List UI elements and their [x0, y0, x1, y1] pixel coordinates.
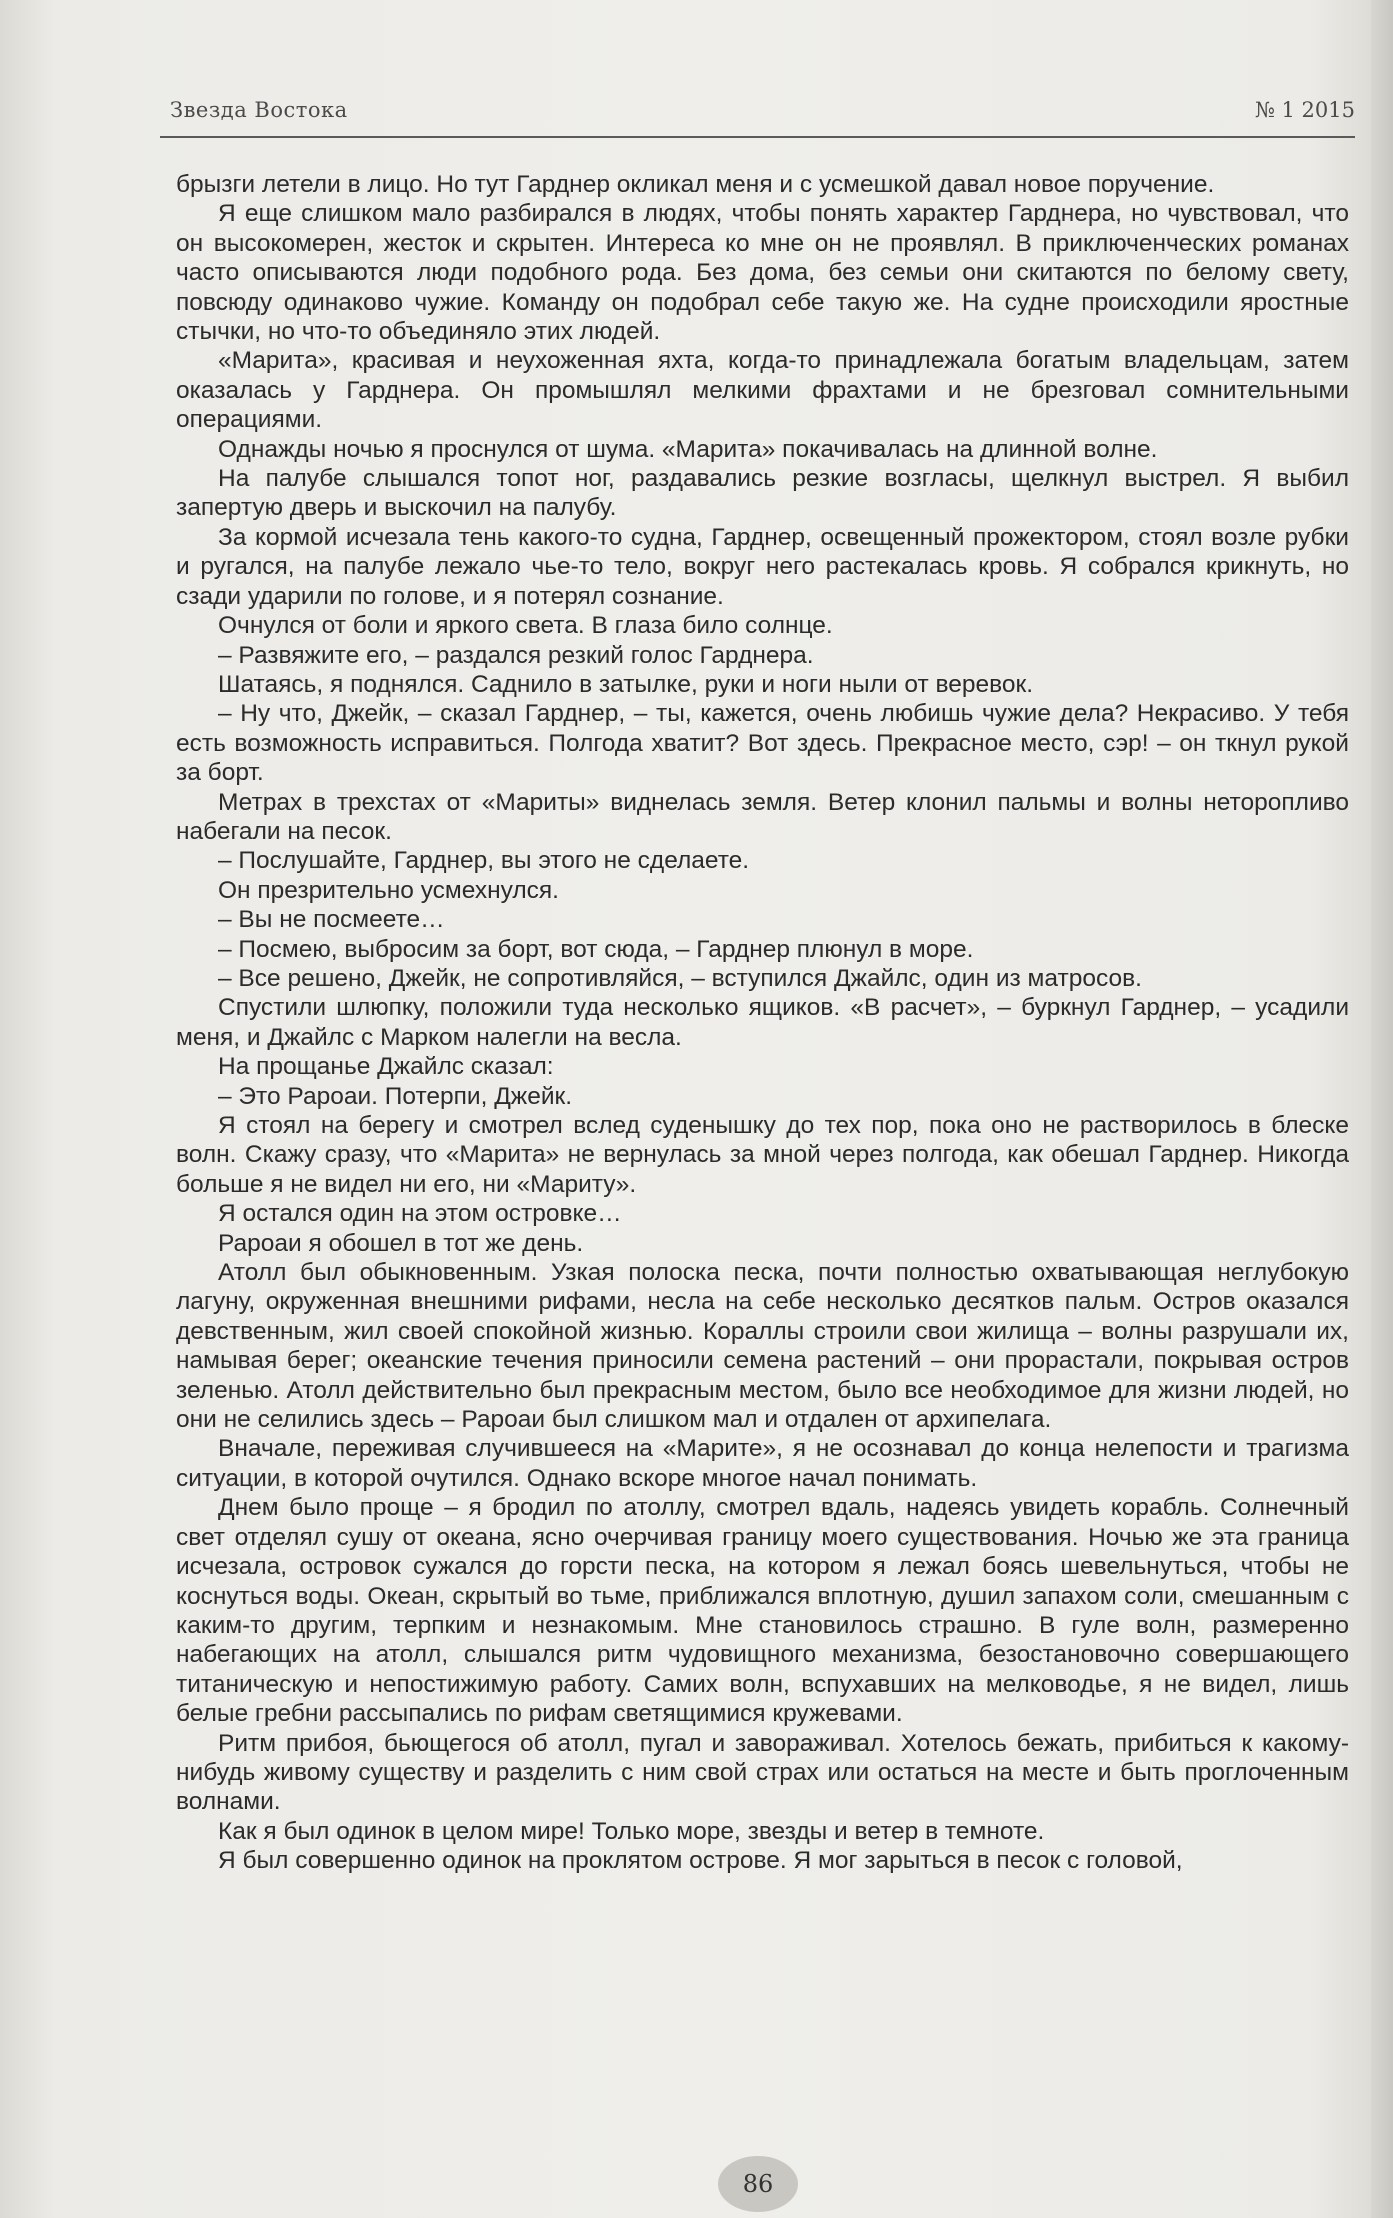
paragraph: – Развяжите его, – раздался резкий голос Гарднера.: [218, 641, 814, 669]
paragraph: брызги летели в лицо. Но тут Гарднер окликал меня и с усмешкой давал новое поручение.: [176, 171, 1215, 198]
header-rule: [160, 136, 1355, 138]
running-head: [170, 92, 1355, 132]
paragraph: Как я был одинок в целом мире! Только море, звезды и ветер в темноте.: [218, 1817, 1045, 1845]
issue-number: № 1 2015: [1254, 98, 1355, 122]
journal-title: Звезда Востока: [170, 98, 348, 122]
paragraph: Я был совершенно одинок на проклятом острове. Я мог зарыться в песок с головой,: [218, 1847, 1183, 1875]
paragraph: За кормой исчезала тень какого-то судна, Гарднер, освещенный прожектором, стоял возле рубки и ругался, на палубе лежало чье-то тело, вокруг него растекалась кровь. Я собрался крикнуть, но сзади ударили по голове, и я потерял сознание.: [176, 523, 1349, 610]
body-text: [176, 170, 1349, 1876]
paragraph: Днем было проще – я бродил по атоллу, смотрел вдаль, надеясь увидеть корабль. Солнечный свет отделял сушу от океана, ясно очерчивая границу моего существования. Ночью же эта граница исчезала, островок сужался до горсти песка, на котором я лежал боясь шевельнуться, чтобы не коснуться воды. Океан, скрытый во тьме, приближался вплотную, душил запахом соли, смешанным с каким-то другим, терпким и незнакомым. Мне становилось страшно. В гуле волн, размеренно набегающих на атолл, слышался ритм чудовищного механизма, безостановочно совершающего титаническую и непостижимую работу. Самих волн, вспухавших на мелководье, я не видел, лишь белые гребни рассыпались по рифам светящимися кружевами.: [176, 1494, 1349, 1728]
page-number: 86: [718, 2156, 798, 2212]
paragraph: Рароаи я обошел в тот же день.: [218, 1229, 584, 1257]
paragraph: Ритм прибоя, бьющегося об атолл, пугал и завораживал. Хотелось бежать, прибиться к какому-нибудь живому существу и разделить с ним свой страх или остаться на месте и быть проглоченным волнами.: [176, 1729, 1349, 1816]
page-edge: [1371, 0, 1393, 2218]
paragraph: – Ну что, Джейк, – сказал Гарднер, – ты, кажется, очень любишь чужие дела? Некрасиво. У тебя есть возможность исправиться. Полгода хватит? Вот здесь. Прекрасное место, сэр! – он ткнул рукой за борт.: [176, 700, 1349, 787]
paragraph: Я еще слишком мало разбирался в людях, чтобы понять характер Гарднера, но чувствовал, что он высокомерен, жесток и скрытен. Интереса ко мне он не проявлял. В приключенческих романах часто описываются люди подобного рода. Без дома, без семьи они скитаются по белому свету, повсюду одинаково чужие. Команду он подобрал себе такую же. На судне происходили яростные стычки, но что-то объединяло этих людей.: [176, 200, 1349, 346]
paragraph: Я стоял на берегу и смотрел вслед суденышку до тех пор, пока оно не растворилось в блеске волн. Скажу сразу, что «Марита» не вернулась за мной через полгода, как обешал Гарднер. Никогда больше я не видел ни его, ни «Мариту».: [176, 1112, 1349, 1198]
paragraph: – Послушайте, Гарднер, вы этого не сделаете.: [218, 847, 750, 875]
paragraph: Вначале, переживая случившееся на «Марите», я не осознавал до конца нелепости и трагизма ситуации, в которой очутился. Однако вскоре многое начал понимать.: [176, 1435, 1349, 1492]
paragraph: Метрах в трехстах от «Мариты» виднелась земля. Ветер клонил пальмы и волны неторопливо набегали на песок.: [176, 788, 1349, 845]
paragraph: – Вы не посмеете…: [218, 906, 445, 934]
paragraph: Очнулся от боли и яркого света. В глаза било солнце.: [218, 612, 833, 640]
paragraph: Спустили шлюпку, положили туда несколько ящиков. «В расчет», – буркнул Гарднер, – усадили меня, и Джайлс с Марком налегли на весла.: [176, 994, 1349, 1051]
paragraph: «Марита», красивая и неухоженная яхта, когда-то принадлежала богатым владельцам, затем оказалась у Гарднера. Он промышлял мелкими фрахтами и не брезговал сомнительными операциями.: [176, 347, 1349, 434]
paragraph: На палубе слышался топот ног, раздавались резкие возгласы, щелкнул выстрел. Я выбил запертую дверь и выскочил на палубу.: [176, 465, 1349, 522]
paragraph: – Посмею, выбросим за борт, вот сюда, – Гарднер плюнул в море.: [218, 935, 974, 963]
paragraph: – Это Рароаи. Потерпи, Джейк.: [218, 1082, 573, 1110]
paragraph: Атолл был обыкновенным. Узкая полоска песка, почти полностью охватывающая неглубокую лагуну, окруженная внешними рифами, несла на себе несколько десятков пальм. Остров оказался девственным, жил своей спокойной жизнью. Кораллы строили свои жилища – волны разрушали их, намывая берег; океанские течения приносили семена растений – они прорастали, покрывая остров зеленью. Атолл действительно был прекрасным местом, было все необходимое для жизни людей, но они не селились здесь – Рароаи был слишком мал и отдален от архипелага.: [176, 1259, 1349, 1434]
paragraph: Шатаясь, я поднялся. Саднило в затылке, руки и ноги ныли от веревок.: [218, 670, 1034, 698]
paragraph: Я остался один на этом островке…: [218, 1200, 622, 1228]
paragraph: Он презрительно усмехнулся.: [218, 876, 559, 904]
paragraph: На прощанье Джайлс сказал:: [218, 1053, 554, 1081]
paragraph: Однажды ночью я проснулся от шума. «Марита» покачивалась на длинной волне.: [218, 435, 1158, 463]
paragraph: – Все решено, Джейк, не сопротивляйся, – вступился Джайлс, один из матросов.: [218, 964, 1142, 992]
